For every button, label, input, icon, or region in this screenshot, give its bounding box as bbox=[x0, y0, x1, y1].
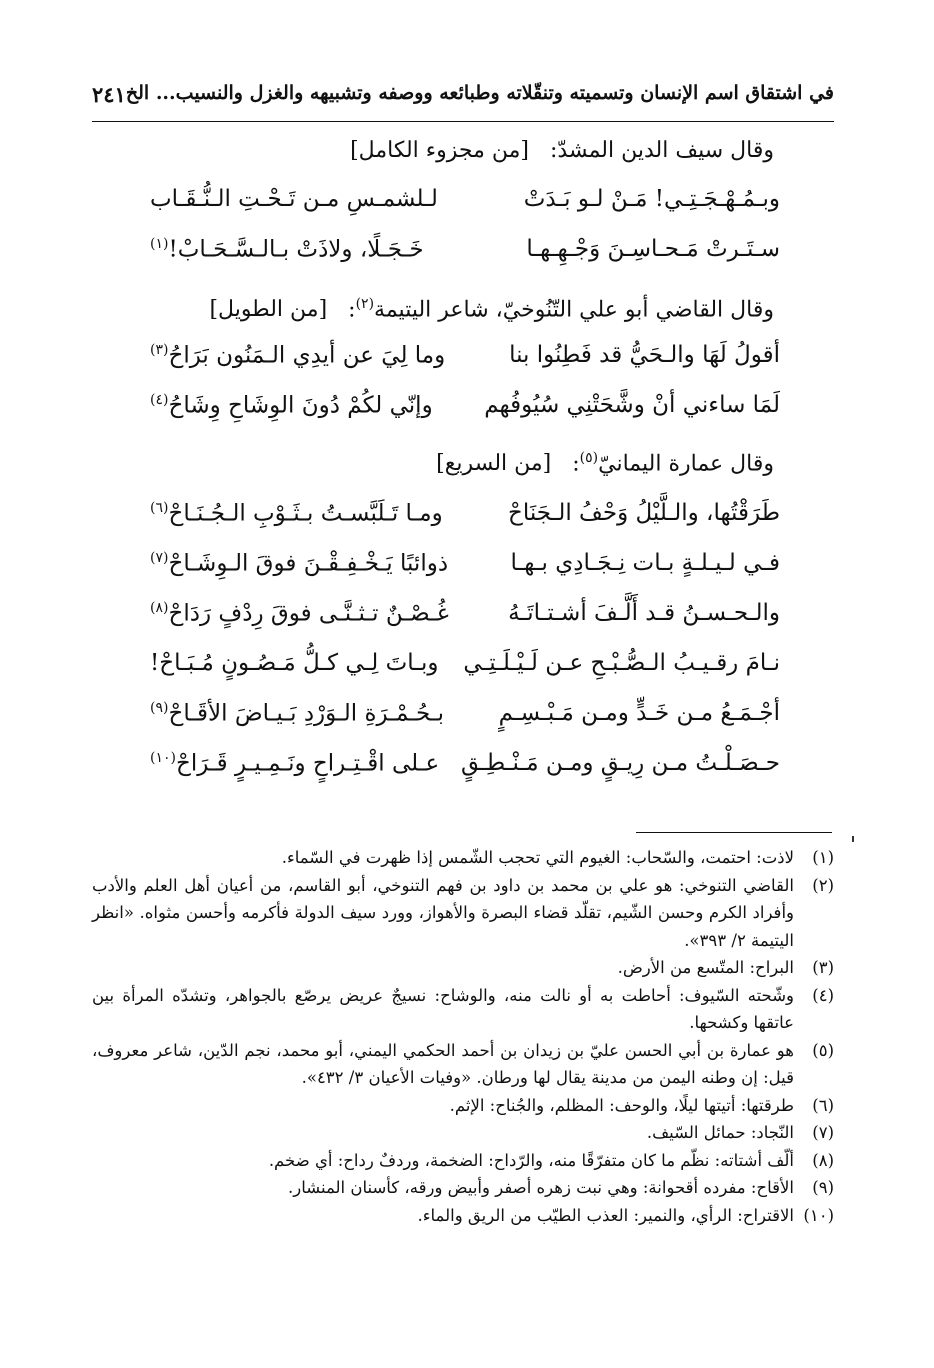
footnote-text: ألّف أشتاته: نظّم ما كان متفرّقًا منه، والرّداح: الضخمة، وردفٌ رداح: أي ضخم. bbox=[268, 1150, 794, 1170]
footnote-number: (٣) bbox=[812, 958, 834, 977]
footnote-text: طرقتها: أتيتها ليلًا، والوحف: المظلم، والجُناح: الإثم. bbox=[449, 1095, 794, 1115]
verse-line bbox=[150, 750, 780, 790]
verse-line bbox=[150, 550, 780, 590]
verse-second-hemistich bbox=[150, 236, 424, 263]
footnote bbox=[92, 1119, 834, 1147]
verse-second-hemistich bbox=[150, 342, 445, 369]
footnote-marker: (٤) bbox=[150, 392, 169, 408]
footnote-text: لاذت: احتمت، والسّحاب: الغيوم التي تحجب الشّمس إذا ظهرت في السّماء. bbox=[281, 848, 794, 867]
verse-first-hemistich: أجْـمَـعُ مـن خَـدٍّ ومـن مَـبْـسِـمٍ bbox=[498, 700, 780, 726]
verse-second-text: لـلشمـسِ مـن تَـحْـتِ الـنُّـقَـاب bbox=[150, 186, 438, 212]
verse-second-hemistich bbox=[150, 186, 438, 212]
poem-intro bbox=[350, 138, 774, 163]
verse-first-hemistich: أقولُ لَهَا والـحَيُّ قد فَطِنُوا بنا bbox=[509, 342, 780, 368]
footnote bbox=[92, 844, 834, 872]
poem-meter: [من الطويل] bbox=[209, 297, 328, 323]
poem-intro-colon: : bbox=[572, 451, 580, 477]
footnote bbox=[92, 954, 834, 982]
footnote-text: البراح: المتّسع من الأرض. bbox=[617, 958, 794, 977]
verse-line bbox=[150, 500, 780, 540]
verse-second-text: وبـاتَ لِـي كـلُّ مَـصُـونٍ مُـبَـاحْ! bbox=[150, 650, 439, 676]
poem-intro-colon: : bbox=[348, 297, 356, 323]
poem-intro-text: وقال عمارة اليمانيّ bbox=[598, 451, 774, 477]
footnote bbox=[92, 1092, 834, 1120]
verse-first-hemistich: فـي لـيـلـةٍ بـات نِـجَـادِي بـهـا bbox=[510, 550, 780, 576]
footnote-marker: (٧) bbox=[150, 550, 169, 566]
verse-second-text: بـحُـمْـرَةِ الـوَرْدِ بَـيـاضَ الأقَـاحْ bbox=[168, 700, 444, 727]
verse-second-text: غُـصْـنٌ تـثـنَّـى فوقَ رِدْفٍ رَدَاحْ bbox=[168, 600, 449, 627]
footnotes bbox=[92, 844, 834, 1229]
footnote bbox=[92, 1202, 834, 1230]
verse-second-hemistich bbox=[150, 600, 449, 627]
margin-mark bbox=[852, 836, 854, 842]
footnote-number: (٩) bbox=[812, 1178, 834, 1197]
footnote bbox=[92, 1174, 834, 1202]
footnote-marker: (٨) bbox=[150, 600, 169, 616]
footnote-number: (١) bbox=[812, 848, 834, 867]
footnote-number: (١٠) bbox=[803, 1205, 834, 1225]
footnote-number: (٦) bbox=[812, 1095, 834, 1115]
verse-first-hemistich: نـامَ رقـيـبُ الـصُّـبْـحِ عـن لَـيْـلَـتِـي bbox=[463, 650, 780, 676]
footnote bbox=[92, 982, 834, 1037]
verse-second-hemistich bbox=[150, 550, 448, 577]
footnote bbox=[92, 1037, 834, 1092]
footnote bbox=[92, 872, 834, 955]
footnote-marker: (٣) bbox=[150, 342, 169, 358]
verse-line bbox=[150, 600, 780, 640]
footnote-number: (٤) bbox=[812, 985, 834, 1005]
verse-second-text: عـلى اقْـتِـراحٍ ونَـمِـيـرٍ قَـرَاحْ bbox=[175, 750, 440, 777]
poem-intro-text: وقال سيف الدين المشدّ: bbox=[549, 138, 774, 163]
verse-second-text: ذوائبًا يَـخْـفِـقْـنَ فوقَ الـوِشَـاحْ bbox=[168, 550, 449, 577]
footnote-marker: (١) bbox=[150, 236, 169, 252]
verse-second-text: ومـا تَـلَبَّسـتُ بـثَـوْبِ الـجُـنَـاحْ bbox=[168, 500, 443, 527]
verse-second-hemistich bbox=[150, 700, 444, 727]
footnote-text: النّجاد: حمائل السّيف. bbox=[646, 1123, 794, 1142]
footnote-divider bbox=[636, 832, 832, 833]
footnote-text: وشّحته السّيوف: أحاطت به أو نالت منه، والوشاح: نسيجٌ عريض يرصّع بالجواهر، وتشدّه المرأة بين عاتقها وكشحها. bbox=[92, 985, 794, 1032]
verse-second-hemistich bbox=[150, 500, 443, 527]
verse-first-hemistich: وبـمُـهْـجَـتِـي! مَـنْ لـو بَـدَتْ bbox=[523, 186, 780, 212]
verse-line bbox=[150, 700, 780, 740]
verse-first-hemistich: والـحـسـنُ قـد أَلَّـفَ أشـتـاتَـهُ bbox=[508, 600, 780, 626]
footnote-marker: (٢) bbox=[355, 296, 375, 312]
footnote-text: هو عمارة بن أبي الحسن عليّ بن زيدان بن أحمد الحكمي اليمني، أبو محمد، نجم الدّين، شاعر معروف، قيل: إن وطنه اليمن من مدينة يقال لها ورطان. «وفيات الأعيان ٣/ ٤٣٢». bbox=[92, 1040, 794, 1087]
verse-second-text: خَـجَـلًا، ولاذَتْ بـالـسَّـحَـابْ! bbox=[168, 236, 424, 263]
verse-second-hemistich bbox=[150, 392, 433, 419]
poem-intro bbox=[209, 296, 774, 322]
page-number: ٢٤١ bbox=[92, 82, 126, 107]
verse-second-text: وما لِيَ عن أيدِي الـمَنُون بَرَاحُ bbox=[168, 342, 446, 369]
footnote-number: (٨) bbox=[812, 1150, 834, 1170]
poem-intro-text: وقال القاضي أبو علي التّنُوخيّ، شاعر اليتيمة bbox=[374, 297, 774, 323]
header-divider bbox=[92, 121, 834, 122]
poem-meter: [من السريع] bbox=[436, 451, 552, 477]
header-title: في اشتقاق اسم الإنسان وتسميته وتنقّلاته وطبائعه ووصفه وتشبيهه والغزل والنسيب... الخ bbox=[125, 82, 834, 104]
footnote-text: الاقتراح: الرأي، والنمير: العذب الطيّب من الريق والماء. bbox=[417, 1205, 794, 1225]
footnote-marker: (٥) bbox=[579, 450, 599, 466]
verse-first-hemistich: لَمَا ساءني أنْ وشَّحَتْنِي سُيُوفُهم bbox=[484, 392, 780, 418]
footnote-marker: (١٠) bbox=[150, 750, 176, 766]
footnote-marker: (٩) bbox=[150, 700, 169, 716]
footnote-number: (٧) bbox=[812, 1123, 834, 1142]
footnote-number: (٥) bbox=[812, 1040, 834, 1060]
footnote-text: القاضي التنوخي: هو علي بن محمد بن داود بن فهم التنوخي، أبو القاسم، من أعيان أهل العلم والأدب وأفراد الكرم وحسن الشّيم، تقلّد قضاء البصرة والأهواز، وورد سيف الدولة فأكرمه وأحسن مثواه. «انظر اليتيمة ٢/ ٣٩٣». bbox=[92, 875, 794, 950]
poem-meter: [من مجزوء الكامل] bbox=[350, 138, 529, 163]
footnote-marker: (٦) bbox=[150, 500, 169, 516]
verse-second-hemistich bbox=[150, 750, 439, 777]
verse-line bbox=[150, 186, 780, 226]
verse-line bbox=[150, 392, 780, 432]
verse-second-text: وإنّي لكُمْ دُونَ الوِشَاحِ وِشَاحُ bbox=[168, 392, 433, 419]
verse-line bbox=[150, 342, 780, 382]
verse-first-hemistich: طَرَقْتُها، والـلَّيْلُ وَحْفُ الـجَنَاحْ bbox=[507, 500, 780, 526]
verse-line bbox=[150, 650, 780, 690]
verse-first-hemistich: حـصَـلْـتُ مـن رِيـقٍ ومـن مَـنْـطِـقٍ bbox=[460, 750, 780, 776]
footnote-number: (٢) bbox=[812, 875, 834, 895]
verse-line bbox=[150, 236, 780, 276]
poem-intro bbox=[436, 450, 774, 476]
footnote bbox=[92, 1147, 834, 1175]
footnote-text: الأقاح: مفرده أقحوانة: وهي نبت زهره أصفر وأبيض ورقه، كأسنان المنشار. bbox=[288, 1178, 794, 1197]
running-header bbox=[92, 78, 834, 118]
verse-first-hemistich: سـتَـرتْ مَـحـاسِـنَ وَجْـهِـهـا bbox=[526, 236, 780, 262]
verse-second-hemistich bbox=[150, 650, 439, 676]
